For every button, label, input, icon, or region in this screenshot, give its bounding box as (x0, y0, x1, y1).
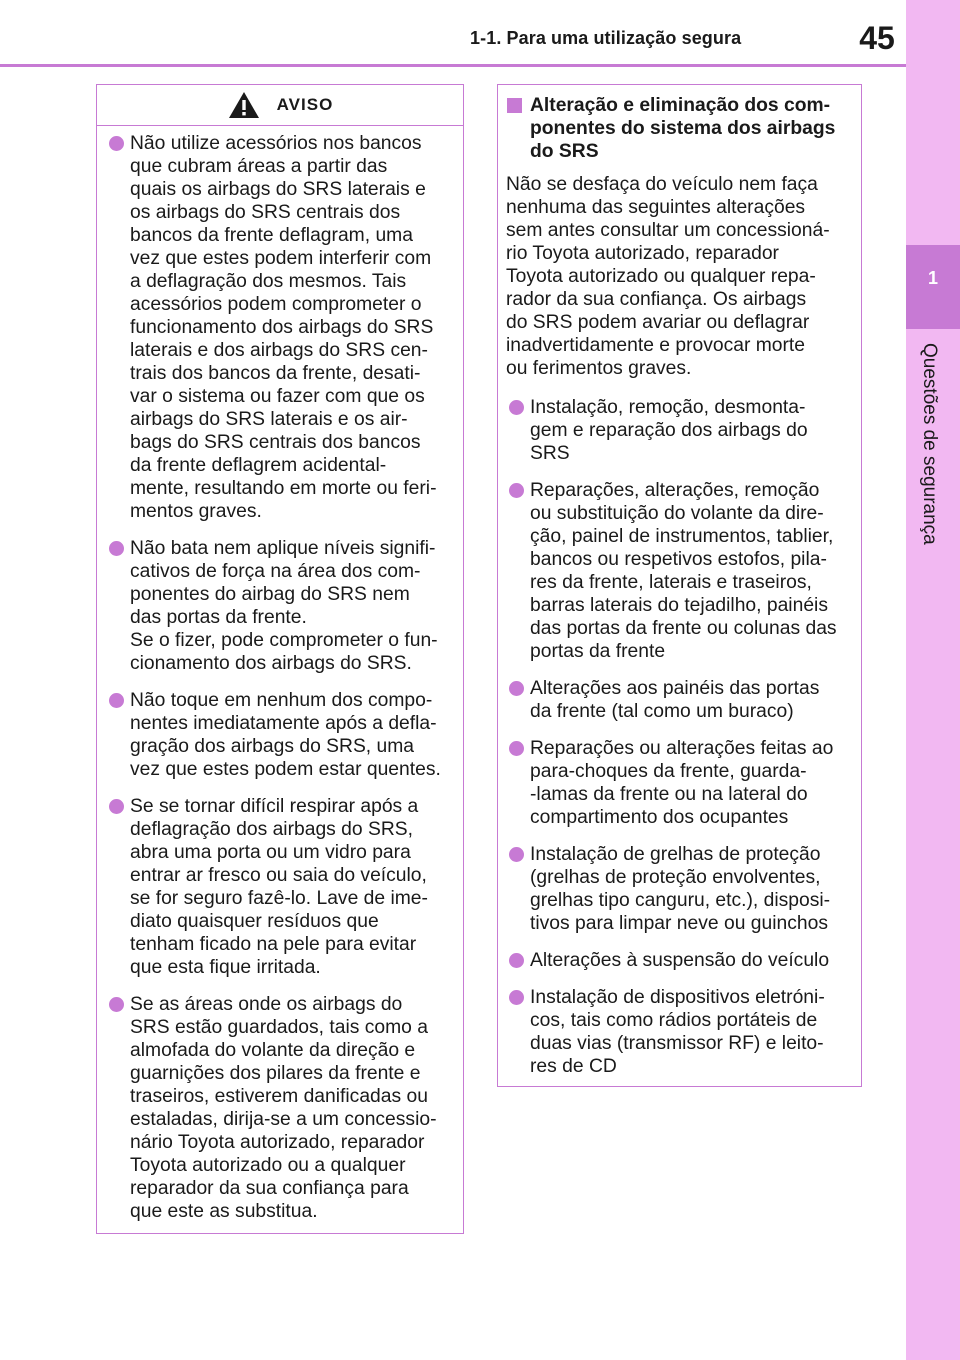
page-number: 45 (859, 20, 895, 56)
warning-item: Se as áreas onde os airbags do SRS estão guardados, tais como a almofada do volante da direção e guarnições dos pilares da frente e traseiros, estiverem danificadas ou estaladas, dirija-se a um concessio- nário Toyota autorizado, reparador Toyota autorizado ou a qualquer reparador da sua confiança para que este as substitua. (106, 993, 451, 1223)
modifications-heading: Alteração e eliminação dos com- ponentes do sistema dos airbags do SRS (506, 94, 851, 163)
modification-item: Reparações ou alterações feitas ao para-choques da frente, guarda- -lamas da frente ou na lateral do compartimento dos ocupantes (506, 737, 851, 829)
modification-item: Alterações aos painéis das portas da frente (tal como um buraco) (506, 677, 851, 723)
modification-item: Instalação de dispositivos eletróni- cos, tais como rádios portáteis de duas vias (transmissor RF) e leito- res de CD (506, 986, 851, 1078)
modification-item: Instalação de grelhas de proteção (grelhas de proteção envolventes, grelhas tipo canguru, etc.), disposi- tivos para limpar neve ou guinchos (506, 843, 851, 935)
warning-header (97, 85, 463, 126)
section-title: 1-1. Para uma utilização segura (470, 28, 742, 48)
warning-label: AVISO (276, 95, 334, 114)
warning-triangle-icon (227, 90, 261, 120)
modifications-box (497, 84, 862, 1087)
modifications-intro: Não se desfaça do veículo nem faça nenhuma das seguintes alterações sem antes consultar um concessioná- rio Toyota autorizado, reparador Toyota autorizado ou qualquer repa- rador da sua confiança. Os airbags do SRS podem avariar ou deflagrar inadvertidamente e provocar morte ou ferimentos graves. (506, 174, 830, 379)
warning-item: Não utilize acessórios nos bancos que cubram áreas a partir das quais os airbags do SRS laterais e os airbags do SRS centrais dos bancos da frente deflagram, uma vez que estes podem interferir com a deflagração dos mesmos. Tais acessórios podem comprometer o funcionamento dos airbags do SRS laterais e dos airbags do SRS cen- trais dos bancos da frente, desati- var o sistema ou fazer com que os airbags do SRS laterais e os air- bags do SRS centrais dos bancos da frente deflagrem acidental- mente, resultando em morte ou feri- mentos graves. (106, 132, 451, 523)
modification-item: Reparações, alterações, remoção ou substituição do volante da dire- ção, painel de instrumentos, tablier, bancos ou respetivos estofos, pila- res da frente, laterais e traseiros, barras laterais do tejadilho, painéis das portas da frente ou colunas das portas da frente (506, 479, 851, 663)
warning-item: Não toque em nenhum dos compo- nentes imediatamente após a defla- gração dos airbags do SRS, uma vez que estes podem estar quentes. (106, 689, 451, 781)
header-rule (0, 64, 906, 67)
modification-item: Alterações à suspensão do veículo (506, 949, 851, 972)
warning-list (97, 126, 463, 1223)
warning-item: Não bata nem aplique níveis signifi- cativos de força na área dos com- ponentes do airbag do SRS nem das portas da frente. Se o fizer, pode comprometer o fun- cionamento dos airbags do SRS. (106, 537, 451, 675)
warning-box (96, 84, 464, 1234)
modification-item: Instalação, remoção, desmonta- gem e reparação dos airbags do SRS (506, 396, 851, 465)
chapter-side-tab (906, 0, 960, 1360)
chapter-title: Questões de segurança (919, 343, 940, 545)
warning-item: Se se tornar difícil respirar após a deflagração dos airbags do SRS, abra uma porta ou um vidro para entrar ar fresco ou saia do veículo, se for seguro fazê-lo. Lave de ime- diato quaisquer resíduos que tenham ficado na pele para evitar que esta fique irritada. (106, 795, 451, 979)
modifications-list (506, 396, 851, 1078)
chapter-number: 1 (927, 268, 938, 288)
